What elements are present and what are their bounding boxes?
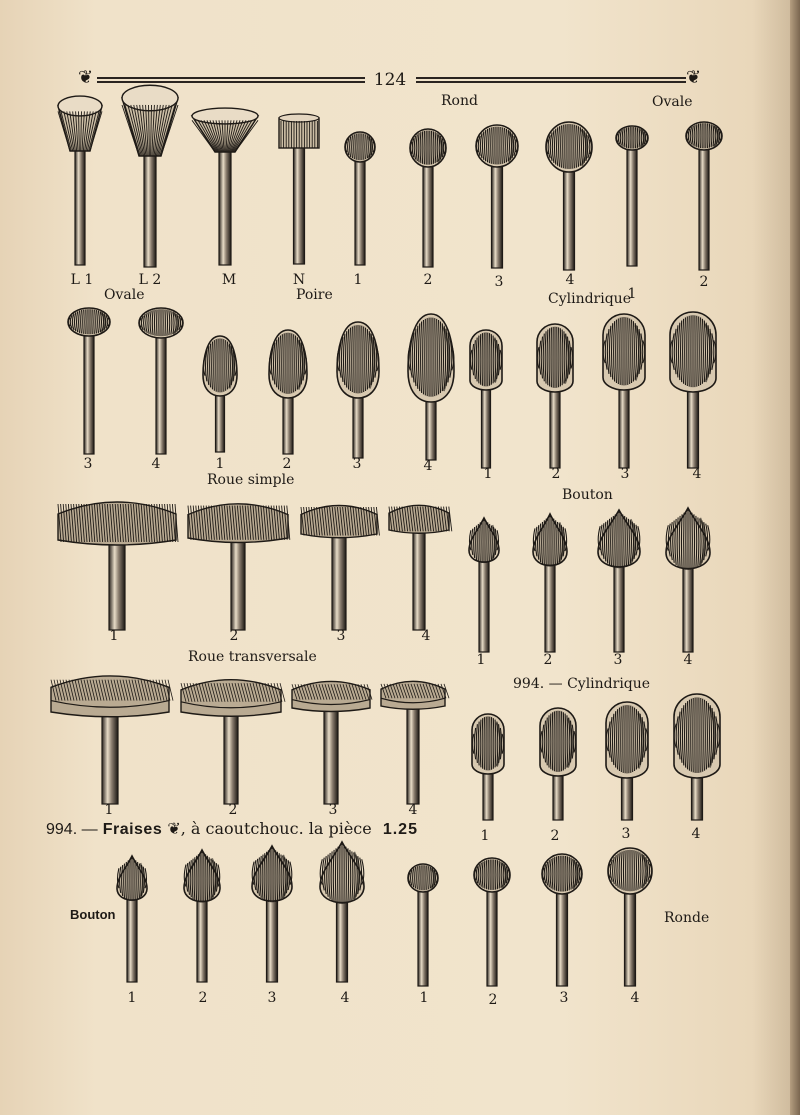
tool-roue-simple-4 [386, 498, 452, 630]
label-roue-simple: Roue simple [207, 472, 295, 488]
label-poire: Poire [296, 287, 333, 303]
tool-poire-1 [198, 334, 242, 452]
tool-bouton-bottom-2 [180, 848, 224, 982]
tool-roue-transversale-1 [48, 668, 172, 804]
item-number-row1-7: 3 [494, 274, 504, 290]
item-number-roue-simple-2: 2 [229, 628, 239, 644]
item-number-row2-9: 3 [620, 466, 630, 482]
tool-bouton-3 [594, 508, 644, 652]
tool-cylindrique-994-4 [670, 692, 724, 820]
tool-cylindrique-994-3 [602, 700, 652, 820]
item-number-roue-simple-1: 1 [109, 628, 119, 644]
tool-m [190, 110, 260, 265]
item-number-row1-3: M [221, 272, 237, 288]
item-number-bouton-mid-2: 2 [543, 652, 553, 668]
header-rule-right [416, 73, 686, 87]
label-bouton-mid: Bouton [562, 487, 613, 503]
item-number-cylindrique-994-3: 3 [621, 826, 631, 842]
tool-rond-4 [542, 120, 596, 270]
caption-price: 1.25 [382, 821, 418, 838]
item-number-bottom-1: 1 [127, 990, 137, 1006]
tool-bouton-bottom-1 [112, 854, 152, 982]
tool-cylindrique-4 [666, 310, 720, 468]
label-ovale-top: Ovale [652, 94, 693, 110]
item-number-roue-transversale-1: 1 [104, 802, 114, 818]
tool-cylindrique-1 [466, 328, 506, 468]
item-number-row2-1: 3 [83, 456, 93, 472]
tool-cylindrique-994-2 [536, 706, 580, 820]
item-number-bottom-5: 1 [419, 990, 429, 1006]
product-caption [46, 819, 418, 839]
tool-l2 [120, 92, 180, 267]
ornament-right-icon: ❦ [686, 67, 702, 88]
tool-ronde-4 [604, 846, 656, 986]
ornament-left-icon: ❦ [78, 67, 94, 88]
label-ronde: Ronde [664, 910, 710, 926]
page-binding-edge [790, 0, 800, 1115]
item-number-row2-5: 3 [352, 456, 362, 472]
tool-roue-transversale-4 [378, 674, 448, 804]
tool-ovale-4 [136, 306, 186, 454]
tool-roue-transversale-3 [289, 674, 373, 804]
item-number-row1-9: 1 [627, 286, 637, 302]
item-number-roue-transversale-4: 4 [408, 802, 418, 818]
tool-roue-simple-2 [185, 496, 291, 630]
label-cylindrique-994: 994. — Cylindrique [513, 676, 651, 692]
caption-mark-icon: ❦ [167, 819, 181, 838]
tool-ronde-3 [538, 852, 586, 986]
item-number-row1-5: 1 [353, 272, 363, 288]
item-number-cylindrique-994-4: 4 [691, 826, 701, 842]
item-number-row2-2: 4 [151, 456, 161, 472]
caption-product-name: Fraises [102, 821, 163, 838]
tool-ovale-3 [64, 306, 114, 454]
tool-poire-4 [403, 312, 459, 460]
item-number-row2-4: 2 [282, 456, 292, 472]
item-number-bottom-8: 4 [630, 990, 640, 1006]
item-number-bottom-6: 2 [488, 992, 498, 1008]
tool-ronde-1 [403, 862, 443, 986]
tool-bouton-bottom-3 [248, 844, 296, 982]
page-number: 124 [373, 70, 407, 90]
item-number-row2-10: 4 [692, 466, 702, 482]
item-number-row1-2: L 2 [138, 272, 162, 288]
tool-bouton-bottom-4 [316, 840, 368, 982]
label-bouton-bottom: Bouton [70, 907, 116, 922]
item-number-row2-6: 4 [423, 458, 433, 474]
item-number-bottom-7: 3 [559, 990, 569, 1006]
tool-cylindrique-3 [599, 312, 649, 468]
tool-poire-2 [264, 328, 312, 454]
item-number-roue-simple-3: 3 [336, 628, 346, 644]
label-ovale-left: Ovale [104, 287, 145, 303]
tool-roue-simple-1 [55, 494, 179, 630]
tool-cylindrique-994-1 [468, 712, 508, 820]
caption-text: , à caoutchouc. la pièce [180, 819, 372, 838]
item-number-row2-8: 2 [551, 466, 561, 482]
tool-bouton-1 [464, 516, 504, 652]
tool-bouton-4 [662, 506, 714, 652]
tool-ovale-1 [612, 124, 652, 266]
tool-ovale-2 [682, 120, 726, 270]
item-number-row1-1: L 1 [70, 272, 94, 288]
item-number-bouton-mid-4: 4 [683, 652, 693, 668]
item-number-row1-8: 4 [565, 272, 575, 288]
item-number-bouton-mid-1: 1 [476, 652, 486, 668]
caption-number: 994. — [46, 821, 98, 838]
tool-roue-simple-3 [298, 498, 380, 630]
tool-bouton-2 [528, 512, 572, 652]
tool-rond-1 [340, 130, 380, 265]
label-cylindrique-top: Cylindrique [548, 291, 631, 307]
item-number-bottom-4: 4 [340, 990, 350, 1006]
tool-rond-2 [405, 127, 451, 267]
item-number-roue-transversale-3: 3 [328, 802, 338, 818]
item-number-row2-7: 1 [483, 466, 493, 482]
header-rule-left [97, 73, 365, 87]
tool-rond-3 [472, 123, 522, 268]
item-number-bouton-mid-3: 3 [613, 652, 623, 668]
tool-poire-3 [332, 320, 384, 458]
item-number-roue-transversale-2: 2 [228, 802, 238, 818]
item-number-bottom-2: 2 [198, 990, 208, 1006]
item-number-row2-3: 1 [215, 456, 225, 472]
tool-cylindrique-2 [533, 322, 577, 468]
label-rond: Rond [441, 93, 478, 109]
item-number-row1-10: 2 [699, 274, 709, 290]
item-number-roue-simple-4: 4 [421, 628, 431, 644]
item-number-cylindrique-994-1: 1 [480, 828, 490, 844]
tool-l1 [55, 100, 105, 265]
item-number-row1-6: 2 [423, 272, 433, 288]
tool-roue-transversale-2 [178, 672, 284, 804]
label-roue-transversale: Roue transversale [188, 649, 317, 665]
tool-ronde-2 [470, 856, 514, 986]
item-number-row1-4: N [292, 272, 306, 288]
tool-n [276, 114, 322, 264]
item-number-cylindrique-994-2: 2 [550, 828, 560, 844]
item-number-bottom-3: 3 [267, 990, 277, 1006]
